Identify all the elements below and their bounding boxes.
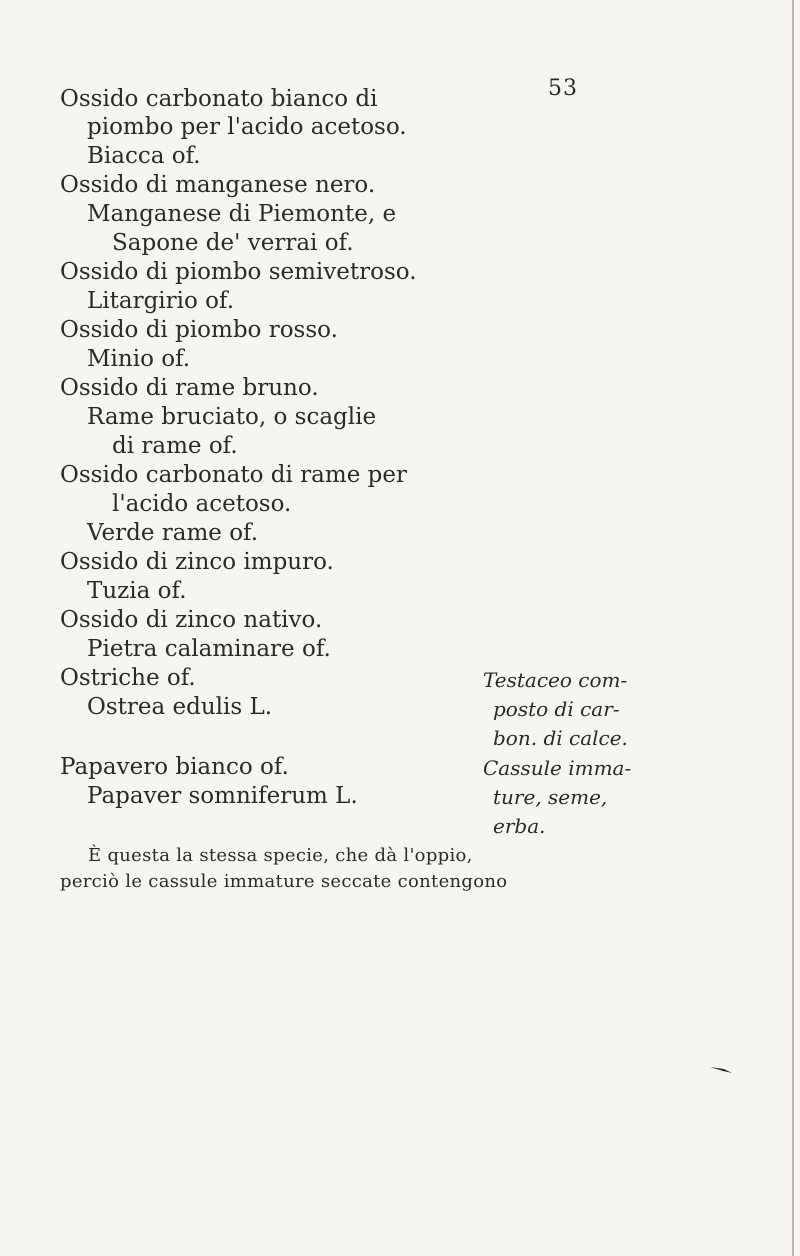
entry-line: Ossido carbonato bianco di — [60, 86, 378, 112]
entry-line: Verde rame of. — [87, 520, 259, 546]
side-note-line: Cassule imma- — [483, 756, 632, 780]
entry-line: Papavero bianco of. — [60, 754, 289, 780]
page-number: 53 — [548, 76, 578, 101]
entry-line: Ossido di manganese nero. — [60, 172, 376, 198]
entry-line: l'acido acetoso. — [112, 491, 292, 517]
entry-line: di rame of. — [112, 433, 238, 459]
page-edge — [792, 0, 794, 1256]
entry-line: Biacca of. — [87, 143, 201, 169]
side-note-line: Testaceo com- — [483, 668, 628, 692]
entry-line: Ossido di piombo rosso. — [60, 317, 338, 343]
entry-line: Ossido carbonato di rame per — [60, 462, 407, 488]
side-note-line: ture, seme, — [493, 785, 608, 809]
entry-line: Manganese di Piemonte, e — [87, 201, 397, 227]
entry-line: Tuzia of. — [87, 578, 187, 604]
entry-line: Ossido di rame bruno. — [60, 375, 319, 401]
ink-mark-icon — [710, 1066, 732, 1074]
entry-line: Rame bruciato, o scaglie — [87, 404, 377, 430]
footnote-line: perciò le cassule immature seccate contengono — [60, 871, 508, 892]
entry-line: Ossido di piombo semivetroso. — [60, 259, 417, 285]
entry-line: Ossido di zinco nativo. — [60, 607, 323, 633]
entry-line: Ostrea edulis L. — [87, 694, 273, 720]
entry-line: Ossido di zinco impuro. — [60, 549, 334, 575]
entry-line: Minio of. — [87, 346, 191, 372]
entry-line: piombo per l'acido acetoso. — [87, 114, 407, 140]
side-note-line: erba. — [493, 814, 546, 838]
entry-line: Sapone de' verrai of. — [112, 230, 354, 256]
side-note-line: posto di car- — [493, 697, 620, 721]
side-note-line: bon. di calce. — [493, 726, 628, 750]
entry-line: Pietra calaminare of. — [87, 636, 331, 662]
footnote-line: È questa la stessa specie, che dà l'oppio, — [88, 845, 473, 866]
entry-line: Papaver somniferum L. — [87, 783, 358, 809]
entry-line: Ostriche of. — [60, 665, 196, 691]
entry-line: Litargirio of. — [87, 288, 235, 314]
